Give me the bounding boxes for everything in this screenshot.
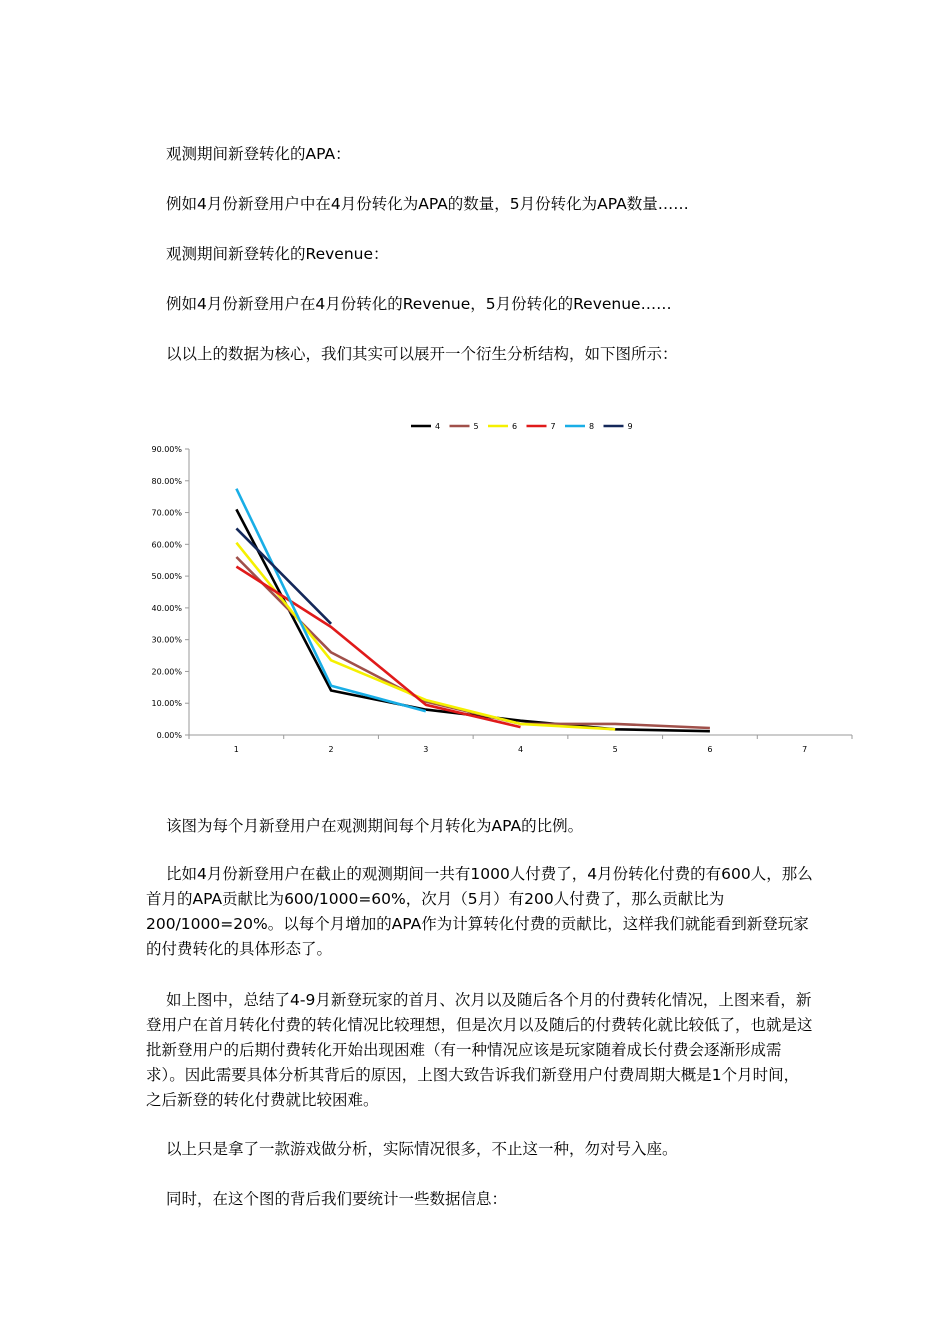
x-tick-label: 2 bbox=[328, 745, 334, 754]
x-axis bbox=[189, 735, 852, 754]
x-tick-label: 3 bbox=[423, 745, 429, 754]
legend-label-7: 7 bbox=[550, 422, 556, 431]
x-tick-label: 1 bbox=[233, 745, 239, 754]
y-tick-label: 30.00% bbox=[151, 635, 182, 645]
y-tick-label: 40.00% bbox=[151, 603, 182, 613]
paragraph-revenue-heading: 观测期间新登转化的Revenue： bbox=[166, 245, 389, 263]
legend-label-6: 6 bbox=[512, 422, 518, 431]
x-tick-label: 7 bbox=[802, 745, 808, 754]
paragraph-summary-block bbox=[146, 988, 814, 1113]
y-tick-label: 20.00% bbox=[151, 667, 182, 677]
y-tick-label: 50.00% bbox=[151, 572, 182, 582]
y-tick-label: 0.00% bbox=[156, 731, 182, 740]
x-tick-label: 5 bbox=[612, 745, 618, 754]
legend-label-5: 5 bbox=[473, 422, 479, 431]
paragraph-revenue-example: 例如4月份新登用户在4月份转化的Revenue，5月份转化的Revenue…… bbox=[166, 295, 672, 313]
series-line-6 bbox=[236, 543, 615, 730]
y-tick-label: 90.00% bbox=[151, 445, 182, 454]
paragraph-chart-caption: 该图为每个月新登用户在观测期间每个月转化为APA的比例。 bbox=[166, 817, 584, 835]
paragraph-apa-example: 例如4月份新登用户中在4月份转化为APA的数量，5月份转化为APA数量…… bbox=[166, 195, 689, 213]
y-tick-label: 80.00% bbox=[151, 476, 182, 486]
y-tick-label: 10.00% bbox=[151, 699, 182, 709]
paragraph-example-block bbox=[146, 862, 814, 962]
legend-label-8: 8 bbox=[589, 422, 595, 431]
chart-legend bbox=[411, 422, 633, 431]
paragraph-example: 比如4月份新登用户在截止的观测期间一共有1000人付费了，4月份转化付费的有600人，那么首月的APA贡献比为600/1000=60%，次月（5月）有200人付费了，那么贡献比为200/1000=20%。以每个月增加的APA作为计算转化付费的贡献比，这样我们就能看到新登玩家的付费转化的具体形态了。 bbox=[146, 865, 813, 958]
series-lines bbox=[236, 489, 710, 732]
paragraph-disclaimer: 以上只是拿了一款游戏做分析，实际情况很多，不止这一种，勿对号入座。 bbox=[166, 1140, 678, 1158]
y-tick-label: 60.00% bbox=[151, 540, 182, 550]
apa-conversion-line-chart bbox=[140, 410, 860, 760]
x-tick-label: 6 bbox=[707, 745, 713, 754]
paragraph-apa-heading: 观测期间新登转化的APA： bbox=[166, 145, 351, 163]
legend-label-4: 4 bbox=[435, 422, 441, 431]
legend-label-9: 9 bbox=[627, 422, 633, 431]
paragraph-summary: 如上图中，总结了4-9月新登玩家的首月、次月以及随后各个月的付费转化情况，上图来看，新登用户在首月转化付费的转化情况比较理想，但是次月以及随后的付费转化就比较低了，也就是这批新登用户的后期付费转化开始出现困难（有一种情况应该是玩家随着成长付费会逐渐形成需求）。因此需要具体分析其背后的原因，上图大致告诉我们新登用户付费周期大概是1个月时间，之后新登的转化付费就比较困难。 bbox=[146, 991, 813, 1109]
series-line-8 bbox=[236, 489, 425, 712]
y-axis bbox=[151, 445, 189, 740]
paragraph-stats-intro: 同时，在这个图的背后我们要统计一些数据信息： bbox=[166, 1190, 508, 1208]
series-line-4 bbox=[236, 509, 710, 731]
y-tick-label: 70.00% bbox=[151, 508, 182, 518]
paragraph-chart-intro: 以以上的数据为核心，我们其实可以展开一个衍生分析结构，如下图所示： bbox=[166, 345, 678, 363]
x-tick-label: 4 bbox=[517, 745, 524, 754]
